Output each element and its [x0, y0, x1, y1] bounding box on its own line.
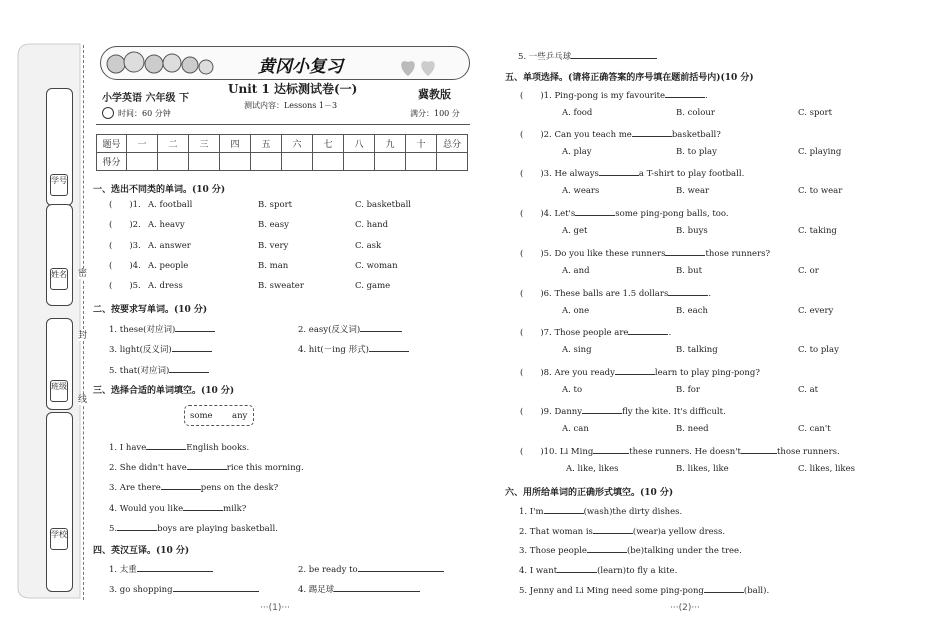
section5-title: 五、单项选择。(请将正确答案的序号填在题前括号内)(10 分) — [505, 73, 754, 83]
answer-blank[interactable] — [628, 326, 668, 335]
s3-q2-post: rice this morning. — [226, 463, 304, 473]
s6-q3 — [519, 544, 742, 556]
s5-q6-stem-a: These balls are 1.5 dollars — [554, 289, 669, 299]
s5-q7-num: ( )7. — [520, 328, 552, 338]
score-cell[interactable] — [313, 153, 344, 171]
table-cell: 十 — [406, 135, 437, 153]
answer-blank[interactable] — [741, 445, 777, 454]
table-cell: 七 — [313, 135, 344, 153]
s6-q4 — [519, 564, 677, 576]
s3-q2 — [109, 461, 304, 473]
s5-q5-c: C. or — [798, 266, 819, 276]
table-cell: 题号 — [97, 135, 127, 153]
section1-title: 一、选出不同类的单词。(10 分) — [93, 185, 226, 195]
answer-blank[interactable] — [175, 323, 215, 332]
page-number-right-value: 2 — [682, 603, 688, 613]
s1-q2-num: ( )2. — [109, 220, 141, 230]
answer-blank[interactable] — [172, 343, 212, 352]
s5-q8-b: B. for — [676, 385, 700, 395]
s5-q6-num: ( )6. — [520, 289, 552, 299]
s5-q1-stem-a: Ping-pong is my favourite — [554, 91, 666, 101]
section2-title: 二、按要求写单词。(10 分) — [93, 305, 208, 315]
s1-q3-b: B. very — [258, 241, 289, 251]
s1-q2-a: A. heavy — [148, 220, 185, 230]
s3-q3-post: pens on the desk? — [200, 483, 279, 493]
s1-q5-num: ( )5. — [109, 281, 141, 291]
s3-q3 — [109, 481, 278, 493]
unit-title: Unit 1 达标测试卷(一) — [228, 82, 358, 96]
s5-q1-stem-b: . — [705, 91, 708, 101]
answer-blank[interactable] — [575, 207, 615, 216]
s5-q8-c: C. at — [798, 385, 819, 395]
kids-illustration — [104, 50, 214, 84]
s4-q3 — [109, 583, 259, 595]
s1-q3-num: ( )3. — [109, 241, 141, 251]
s1-q4-c: C. woman — [355, 261, 398, 271]
s1-q4-b: B. man — [258, 261, 289, 271]
s5-q1-stem — [520, 89, 708, 101]
s5-q10-stem-c: those runners. — [776, 447, 840, 457]
time-label: 时间：60 分钟 — [118, 109, 171, 118]
s5-q8-stem-a: Are you ready — [554, 368, 615, 378]
full-score-label: 满分：100 分 — [410, 109, 460, 118]
s5-q10-c: C. likes, likes — [798, 464, 855, 474]
table-cell: 总分 — [437, 135, 468, 153]
s5-q3-stem — [520, 167, 744, 179]
answer-blank[interactable] — [173, 583, 259, 592]
s3-q1-pre: 1. I have — [109, 443, 147, 453]
s5-q6-b: B. each — [676, 306, 708, 316]
answer-blank[interactable] — [358, 563, 444, 572]
s3-q5-pre: 5. — [109, 524, 118, 534]
cut-mark-feng: 封 — [78, 331, 88, 341]
s1-q5-c: C. game — [355, 281, 391, 291]
s5-q7-c: C. to play — [798, 345, 839, 355]
subject-label: 小学英语 六年级 下 — [102, 93, 189, 104]
s6-q1 — [519, 505, 682, 517]
table-cell: 九 — [375, 135, 406, 153]
table-cell: 得分 — [97, 153, 127, 171]
s5-q2-b: B. to play — [676, 147, 717, 157]
s5-q2-stem-b: basketball? — [671, 130, 721, 140]
s5-q4-a: A. get — [562, 226, 588, 236]
s1-q5-a: A. dress — [148, 281, 183, 291]
s4-q2-text: 2. be ready to — [298, 565, 358, 575]
s6-q3-pre: 3. Those people — [519, 546, 587, 556]
table-cell: 四 — [220, 135, 251, 153]
section4-title: 四、英汉互译。(10 分) — [93, 546, 190, 556]
answer-blank[interactable] — [137, 563, 213, 572]
page-number-left-value: 1 — [272, 603, 278, 613]
answer-blank[interactable] — [187, 461, 227, 470]
answer-blank[interactable] — [599, 167, 639, 176]
word-any: any — [232, 411, 248, 421]
s3-q2-pre: 2. She didn't have — [109, 463, 187, 473]
score-table-header-row — [97, 135, 468, 153]
score-table — [96, 134, 468, 171]
s2-q4 — [298, 343, 409, 355]
s6-q5-pre: 5. Jenny and Li Ming need some ping-pong — [519, 586, 704, 596]
s5-q3-c: C. to wear — [798, 186, 843, 196]
s5-q2-stem-a: Can you teach me — [554, 130, 632, 140]
section6-title: 六、用所给单词的正确形式填空。(10 分) — [505, 488, 674, 498]
s2-q5 — [109, 364, 209, 376]
s3-q3-pre: 3. Are there — [109, 483, 161, 493]
s5-q3-num: ( )3. — [520, 169, 552, 179]
s5-q9-c: C. can't — [798, 424, 831, 434]
s2-q3-text: 3. light(反义词) — [109, 345, 172, 355]
s5-q9-b: B. need — [676, 424, 709, 434]
score-table-score-row — [97, 153, 468, 171]
answer-blank[interactable] — [117, 522, 157, 531]
answer-blank[interactable] — [593, 525, 633, 534]
s5-q9-stem-a: Danny — [554, 407, 583, 417]
section3-title: 三、选择合适的单词填空。(10 分) — [93, 386, 235, 396]
answer-blank[interactable] — [169, 364, 209, 373]
answer-blank[interactable] — [615, 366, 655, 375]
answer-blank[interactable] — [544, 505, 584, 514]
student-id-label: 学号 — [50, 174, 68, 196]
s5-q7-a: A. sing — [562, 345, 592, 355]
s5-q8-stem — [520, 366, 760, 378]
s3-q4 — [109, 502, 246, 514]
s5-q1-b: B. colour — [676, 108, 715, 118]
s5-q3-stem-a: He always — [554, 169, 599, 179]
s5-q6-a: A. one — [562, 306, 590, 316]
s6-q4-pre: 4. I want — [519, 566, 558, 576]
cut-line — [83, 45, 84, 600]
answer-blank[interactable] — [557, 564, 597, 573]
s1-q3-c: C. ask — [355, 241, 382, 251]
page-number-left: ···(1)··· — [260, 603, 290, 613]
s5-q3-b: B. wear — [676, 186, 710, 196]
score-cell[interactable] — [344, 153, 375, 171]
answer-blank[interactable] — [668, 287, 708, 296]
s3-q1-post: English books. — [186, 443, 250, 453]
s5-q2-a: A. play — [562, 147, 592, 157]
s5-q6-stem-b: . — [708, 289, 712, 299]
table-cell: 五 — [251, 135, 282, 153]
answer-blank[interactable] — [665, 247, 705, 256]
s3-q5-post: boys are playing basketball. — [157, 524, 278, 534]
s5-q4-stem-a: Let's — [554, 209, 576, 219]
answer-blank[interactable] — [632, 128, 672, 137]
school-box — [46, 412, 73, 592]
table-cell: 八 — [344, 135, 375, 153]
s5-q9-stem — [520, 405, 726, 417]
s5-q4-stem — [520, 207, 729, 219]
score-cell[interactable] — [375, 153, 406, 171]
answer-blank[interactable] — [582, 405, 622, 414]
s5-q5-a: A. and — [562, 266, 590, 276]
name-box — [46, 204, 73, 306]
cut-mark-mi: 密 — [78, 269, 88, 279]
s2-q2 — [298, 323, 402, 335]
s5-q5-stem — [520, 247, 770, 259]
s1-q1-b: B. sport — [258, 200, 293, 210]
answer-blank[interactable] — [360, 323, 402, 332]
s6-q2-post: (wear)a yellow dress. — [632, 527, 726, 537]
s6-q5-post: (ball). — [743, 586, 770, 596]
s5-q10-a: A. like, likes — [566, 464, 619, 474]
name-label: 姓名 — [50, 268, 68, 290]
s2-q4-text: 4. hit(－ing 形式) — [298, 345, 369, 355]
s1-q4-a: A. people — [148, 261, 189, 271]
s1-q1-num: ( )1. — [109, 200, 141, 210]
s5-q2-c: C. playing — [798, 147, 842, 157]
s5-q7-stem-b: . — [668, 328, 672, 338]
class-label: 班级 — [50, 380, 68, 402]
s5-q9-stem-b: fly the kite. It's difficult. — [622, 407, 726, 417]
s1-q1-c: C. basketball — [355, 200, 412, 210]
answer-blank[interactable] — [571, 50, 657, 59]
word-some: some — [190, 411, 213, 421]
s2-q3 — [109, 343, 212, 355]
score-cell[interactable] — [437, 153, 468, 171]
s5-q3-a: A. wears — [562, 186, 600, 196]
s5-q4-c: C. taking — [798, 226, 837, 236]
cut-mark-xian: 线 — [78, 395, 88, 405]
answer-blank[interactable] — [183, 502, 223, 511]
s5-q10-stem — [520, 445, 840, 457]
s5-q8-a: A. to — [562, 385, 583, 395]
header-rule — [96, 124, 470, 125]
score-cell[interactable] — [406, 153, 437, 171]
s4-q4 — [298, 583, 420, 595]
score-cell[interactable] — [158, 153, 189, 171]
table-cell: 一 — [127, 135, 158, 153]
s4-q1 — [109, 563, 213, 575]
school-label: 学校 — [50, 528, 68, 550]
s3-q5 — [109, 522, 278, 534]
s5-q4-num: ( )4. — [520, 209, 552, 219]
s5-q2-stem — [520, 128, 721, 140]
answer-blank[interactable] — [334, 583, 420, 592]
score-cell[interactable] — [220, 153, 251, 171]
s1-q2-b: B. easy — [258, 220, 289, 230]
table-cell: 六 — [282, 135, 313, 153]
s5-q4-b: B. buys — [676, 226, 708, 236]
answer-blank[interactable] — [369, 343, 409, 352]
s5-q6-c: C. every — [798, 306, 834, 316]
score-cell[interactable] — [282, 153, 313, 171]
s5-q10-num: ( )10. — [520, 447, 558, 457]
s5-q10-b: B. likes, like — [676, 464, 729, 474]
s4-q2 — [298, 563, 444, 575]
score-cell[interactable] — [251, 153, 282, 171]
s5-q4-stem-b: some ping-pong balls, too. — [615, 209, 729, 219]
s6-q1-post: (wash)the dirty dishes. — [583, 507, 683, 517]
test-content: 测试内容：Lessons 1－3 — [244, 101, 338, 110]
s6-q2 — [519, 525, 725, 537]
s2-q5-text: 5. that(对应词) — [109, 366, 170, 376]
s5-q5-stem-a: Do you like these runners — [554, 249, 666, 259]
s1-q1-a: A. football — [148, 200, 193, 210]
table-cell: 三 — [189, 135, 220, 153]
s5-q1-a: A. food — [562, 108, 593, 118]
score-cell[interactable] — [189, 153, 220, 171]
s3-q4-pre: 4. Would you like — [109, 504, 184, 514]
score-cell[interactable] — [127, 153, 158, 171]
s1-q5-b: B. sweater — [258, 281, 304, 291]
s5-q9-a: A. can — [562, 424, 589, 434]
s5-q5-stem-b: those runners? — [705, 249, 771, 259]
s4-q3-text: 3. go shopping — [109, 585, 173, 595]
s4-q5 — [518, 50, 657, 62]
s5-q7-b: B. talking — [676, 345, 718, 355]
s5-q7-stem-a: Those people are — [554, 328, 629, 338]
s5-q5-b: B. but — [676, 266, 702, 276]
s5-q5-num: ( )5. — [520, 249, 552, 259]
answer-blank[interactable] — [704, 584, 744, 593]
s5-q8-stem-b: learn to play ping-pong? — [654, 368, 760, 378]
s1-q2-c: C. hand — [355, 220, 389, 230]
answer-blank[interactable] — [665, 89, 705, 98]
s5-q3-stem-b: a T-shirt to play football. — [638, 169, 745, 179]
s5-q10-stem-b: these runners. He doesn't — [629, 447, 741, 457]
s4-q1-text: 1. 太重 — [109, 565, 137, 575]
s6-q3-post: (be)talking under the tree. — [626, 546, 742, 556]
s5-q9-num: ( )9. — [520, 407, 552, 417]
banner-title: 黄冈小复习 — [258, 57, 343, 77]
s5-q8-num: ( )8. — [520, 368, 552, 378]
s6-q1-pre: 1. I'm — [519, 507, 544, 517]
s6-q5 — [519, 584, 769, 596]
answer-blank[interactable] — [146, 441, 186, 450]
s4-q4-text: 4. 踢足球 — [298, 585, 335, 595]
s6-q2-pre: 2. That woman is — [519, 527, 593, 537]
s5-q7-stem — [520, 326, 671, 338]
s3-q4-post: milk? — [223, 504, 247, 514]
s4-q5-text: 5. 一些乒乓球 — [518, 52, 572, 62]
table-cell: 二 — [158, 135, 189, 153]
s3-q1 — [109, 441, 249, 453]
s5-q2-num: ( )2. — [520, 130, 552, 140]
s5-q6-stem — [520, 287, 711, 299]
s5-q1-c: C. sport — [798, 108, 833, 118]
s2-q2-text: 2. easy(反义词) — [298, 325, 361, 335]
clock-icon — [102, 107, 114, 119]
s5-q10-stem-a: Li Ming — [559, 447, 594, 457]
s2-q1 — [109, 323, 215, 335]
s1-q3-a: A. answer — [148, 241, 191, 251]
answer-blank[interactable] — [587, 544, 627, 553]
answer-blank[interactable] — [593, 445, 629, 454]
s5-q1-num: ( )1. — [520, 91, 552, 101]
s1-q4-num: ( )4. — [109, 261, 141, 271]
s6-q4-post: (learn)to fly a kite. — [597, 566, 678, 576]
answer-blank[interactable] — [161, 481, 201, 490]
edition-label: 冀教版 — [418, 88, 451, 101]
heart-balloons — [398, 56, 444, 80]
page-number-right: ···(2)··· — [670, 603, 700, 613]
s2-q1-text: 1. these(对应词) — [109, 325, 176, 335]
